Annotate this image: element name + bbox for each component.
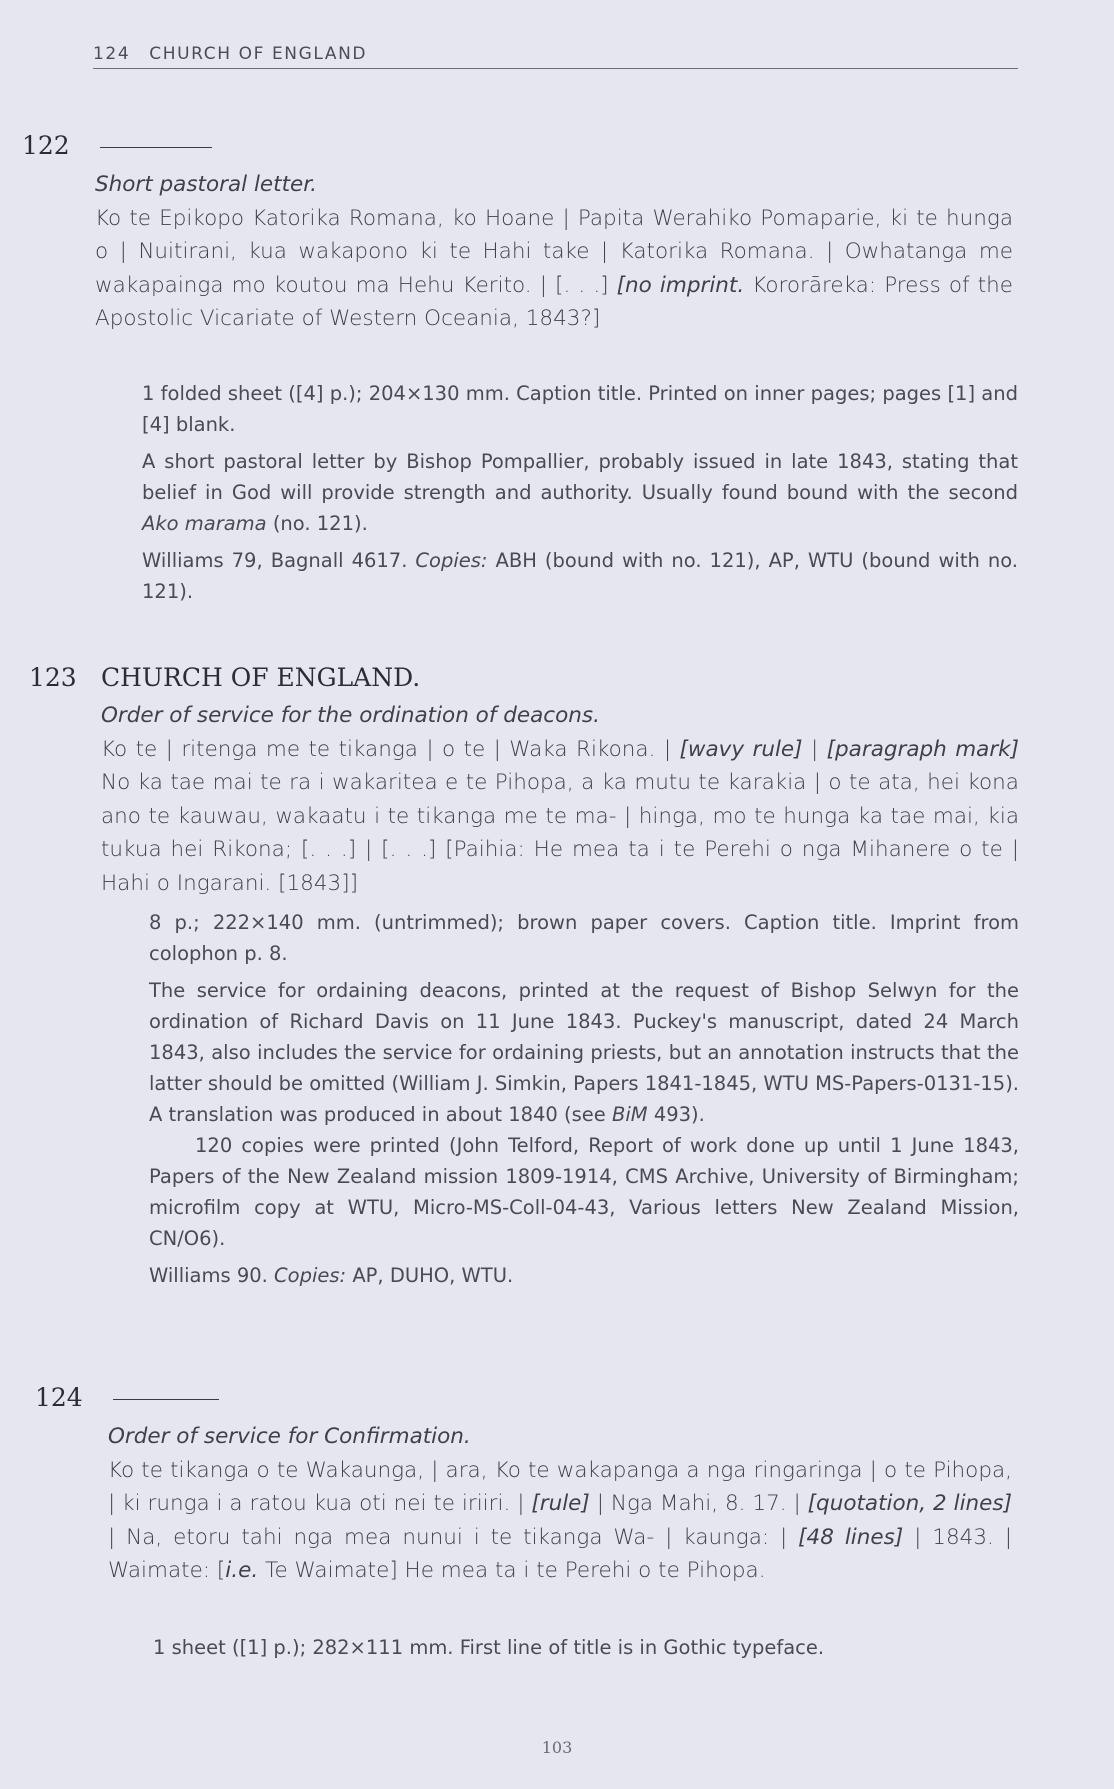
title-transcription: Ko te Epikopo Katorika Romana, ko Hoane | Papita Werahiko Pomaparie, ki te hunga o | Nuitirani, kua wakapono ki te Hahi take | Katorika Romana. | Owhatanga me wakapainga mo koutou ma Hehu Kerito. | [. . .]: [95, 205, 1013, 298]
header-title: CHURCH OF ENGLAND: [149, 44, 368, 64]
entry-123-notes: [149, 907, 1019, 1297]
entry-123-description: Order of service for the ordination of deacons. Ko te | ritenga me te tikanga | o te | Waka Rikona. | [wavy rule] | [paragraph mark] No ka tae mai te ra i wakaritea e te Pihopa, a ka mutu te karakia | o te ata, hei kona ano te kauwau, wakaatu i te tikanga me te ma- | hinga, mo te hunga ka tae mai, kia tukua hei Rikona; [. . .] | [. . .] [Paihia: He mea ta i te Perehi o nga Mihanere o te | Hahi o Ingarani. [1843]]: [101, 699, 1019, 900]
entry-number: 124: [35, 1383, 83, 1412]
imprint-note: [no imprint.: [616, 272, 745, 298]
title-dash: [113, 1399, 219, 1400]
header-page-number: 124: [93, 44, 131, 64]
running-header: [93, 44, 1018, 69]
entry-title: Order of service for the ordination of deacons.: [101, 703, 600, 728]
page-number: 103: [541, 1738, 573, 1757]
title-dash: [100, 147, 212, 148]
note-paragraph: 120 copies were printed (John Telford, Report of work done up until 1 June 1843, Papers of the New Zealand mission 1809-1914, CMS Archive, University of Birmingham; microfilm copy at WTU, Micro-MS-Coll-04-43, Various letters New Zealand Mission, CN/O6).: [149, 1134, 1019, 1250]
entry-124-notes: [153, 1632, 1013, 1669]
entry-number: 123: [29, 663, 77, 692]
note-paragraph: A short pastoral letter by Bishop Pompallier, probably issued in late 1843, stating that belief in God will provide strength and authority. Usually found bound with the second Ako marama (no. 121).: [142, 450, 1018, 535]
references: Williams 79, Bagnall 4617. Copies: ABH (bound with no. 121), AP, WTU (bound with no. 121).: [142, 549, 1018, 603]
references: Williams 90. Copies: AP, DUHO, WTU.: [149, 1264, 514, 1287]
entry-title: Short pastoral letter.: [95, 172, 317, 197]
title-transcription: Ko te | ritenga me te tikanga | o te | Waka Rikona. |: [101, 736, 680, 762]
physical-description: 1 folded sheet ([4] p.); 204×130 mm. Caption title. Printed on inner pages; pages [1] and [4] blank.: [142, 382, 1018, 436]
title-transcription: Ko te tikanga o te Wakaunga, | ara, Ko te wakapanga a nga ringaringa | o te Pihopa, | ki runga i a ratou kua oti nei te iriiri. |: [108, 1457, 1012, 1516]
entry-122-description: [95, 168, 1013, 336]
entry-number: 122: [22, 131, 70, 160]
entry-124-description: Order of service for Confirmation. Ko te tikanga o te Wakaunga, | ara, Ko te wakapanga a nga ringaringa | o te Pihopa, | ki runga i a ratou kua oti nei te iriiri. | [rule] | Nga Mahi, 8. 17. | [quotation, 2 lines] | Na, etoru tahi nga mea nunui i te tikanga Wa- | kaunga: | [48 lines] | 1843. | Waimate: [i.e. Te Waimate] He mea ta i te Perehi o te Pihopa.: [108, 1420, 1012, 1588]
physical-description: 1 sheet ([1] p.); 282×111 mm. First line of title is in Gothic typeface.: [153, 1636, 825, 1659]
physical-description: 8 p.; 222×140 mm. (untrimmed); brown paper covers. Caption title. Imprint from colophon p. 8.: [149, 911, 1019, 965]
note-paragraph: The service for ordaining deacons, printed at the request of Bishop Selwyn for the ordination of Richard Davis on 11 June 1843. Puckey's manuscript, dated 24 March 1843, also includes the service for ordaining priests, but an annotation instructs that the latter should be omitted (William J. Simkin, Papers 1841-1845, WTU MS-Papers-0131-15). A translation was produced in about 1840 (see BiM 493).: [149, 979, 1020, 1126]
entry-title: Order of service for Confirmation.: [108, 1424, 471, 1449]
entry-122-notes: [142, 378, 1018, 613]
imprint-text: Kororāreka: Press of the Apostolic Vicariate of Western Oceania, 1843?]: [95, 272, 1013, 331]
author-heading: CHURCH OF ENGLAND.: [101, 663, 421, 692]
